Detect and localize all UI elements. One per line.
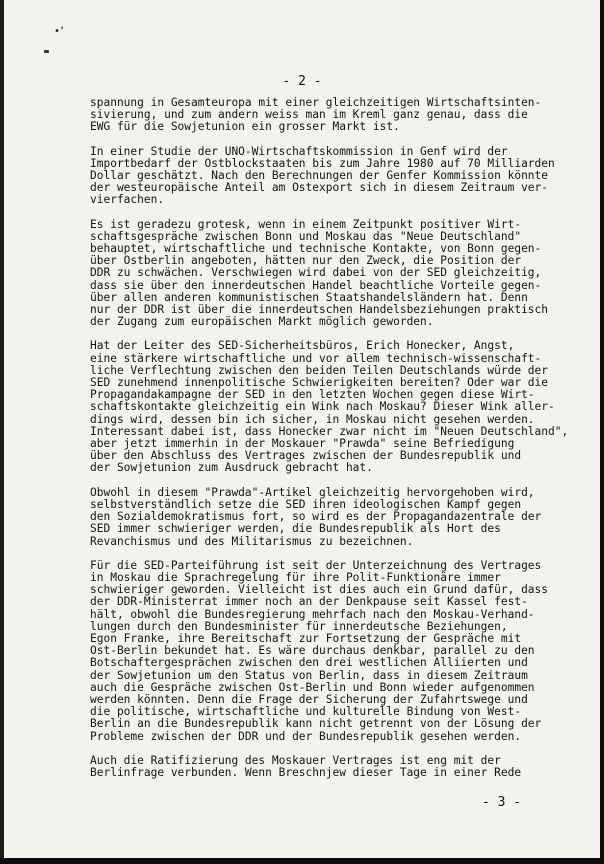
text-line: Interessant dabei ist, dass Honecker zwar nicht im "Neuen Deutschland", [90,424,569,438]
paragraph [90,219,560,329]
text-line: Botschaftergesprächen zwischen den drei westlichen Alliierten und [90,656,528,670]
paragraph [90,487,560,548]
text-line: der westeuropäische Anteil am Ostexport sich in diesem Zeitraum ver- [90,181,549,195]
next-page-marker: - 3 - [482,795,522,810]
text-line: aber jetzt immerhin in der Moskauer "Prawda" seine Befriedigung [90,437,515,451]
text-line: hält, obwohl die Bundesregierung mehrfach nach den Moskau-Verhand- [90,607,535,621]
text-line: in Moskau die Sprachregelung für ihre Polit-Funktionäre immer [90,570,501,584]
paragraph [90,146,560,207]
text-line: Dollar geschätzt. Nach den Berechnungen der Genfer Kommission könnte [90,169,549,183]
text-line: Ost-Berlin bekundet hat. Es wäre durchaus denkbar, parallel zu den [90,644,535,658]
text-line: dass sie über den innerdeutschen Handel beachtliche Vorteile gegen- [90,278,542,292]
text-line: Für die SED-Parteiführung ist seit der Unterzeichnung des Vertrages [90,558,542,572]
page-number: - 2 - [282,74,322,89]
text-line: behauptet, wirtschaftliche und technische Kontakte, von Bonn gegen- [90,242,542,256]
text-line: die politische, wirtschaftliche und kulturelle Bindung von West- [90,705,522,719]
text-line: lungen durch den Bundesminister für innerdeutsche Beziehungen, [90,619,508,633]
text-line: nur der DDR ist über die innerdeutschen Handelsbeziehungen praktisch [90,303,549,317]
text-line: spannung in Gesamteuropa mit einer gleichzeitigen Wirtschaftsinten- [90,96,542,109]
text-line: Hat der Leiter des SED-Sicherheitsbüros, Erich Honecker, Angst, [90,339,515,353]
text-line: über allen anderen kommunistischen Staatshandelsländern hat. Denn [90,290,528,304]
text-line: Auch die Ratifizierung des Moskauer Vertrages ist eng mit der [90,753,501,767]
paragraph [90,339,569,475]
text-line: der DDR-Ministerrat immer noch an der Denkpause seit Kassel fest- [90,595,528,609]
document-page [4,0,600,858]
text-line: der Zugang zum europäischen Markt möglich geworden. [90,315,434,329]
scan-border-right [600,0,604,864]
text-line: dings wird, dessen bin ich sicher, in Moskau nicht gesehen werden. [90,412,535,426]
text-line: den Sozialdemokratismus fort, so wird es der Propagandazentrale der [90,510,542,524]
text-line: DDR zu schwächen. Verschwiegen wird dabei von der SED gleichzeitig, [90,266,542,280]
paragraph [90,97,560,134]
scan-border-bottom [0,858,604,864]
text-line: In einer Studie der UNO-Wirtschaftskommission in Genf wird der [90,144,508,158]
text-line: eine stärkere wirtschaftliche und vor allem technisch-wissenschaft- [90,351,542,365]
text-line: SED zunehmend innenpolitische Schwierigkeiten bereiten? Oder war die [90,376,549,390]
text-line: Revanchismus und des Militarismus zu bezeichnen. [90,534,414,548]
text-line: Berlinfrage verbunden. Wenn Breschnjew dieser Tage in einer Rede [90,765,522,779]
text-line: Probleme zwischen der DDR und der Bundesrepublik gesehen werden. [90,729,522,743]
scan-artifact-dot [44,50,49,53]
text-line: Obwohl in diesem "Prawda"-Artikel gleichzeitig hervorgehoben wird, [90,485,535,499]
text-line: SED immer schwieriger werden, die Bundesrepublik als Hort des [90,522,501,536]
text-line: schwieriger geworden. Vielleicht ist dies auch ein Grund dafür, dass [90,583,549,597]
text-line: Importbedarf der Ostblockstaaten bis zum Jahre 1980 auf 70 Milliarden [90,156,555,170]
paragraph [90,755,560,779]
text-line: vierfachen. [90,193,165,207]
text-line: sivierung, und zum andern weiss man im Kreml ganz genau, dass die [90,108,528,122]
text-line: schaftskontakte gleichzeitig ein Wink nach Moskau? Dieser Wink aller- [90,400,555,414]
text-line: über Ostberlin angeboten, hätten nur den Zweck, die Position der [90,254,522,268]
text-line: schaftsgespräche zwischen Bonn und Moskau das "Neue Deutschland" [90,229,522,243]
text-line: Egon Franke, ihre Bereitschaft zur Fortsetzung der Gespräche mit [90,631,522,645]
text-line: EWG für die Sowjetunion ein grosser Markt ist. [90,120,400,134]
text-line: selbstverständlich setze die SED ihren ideologischen Kampf gegen [90,497,522,511]
text-line: der Sowjetunion um den Status von Berlin, dass in diesem Zeitraum [90,668,528,682]
text-line: der Sowjetunion zum Ausdruck gebracht hat. [90,461,373,475]
scan-artifact-mark: •’ [54,26,65,37]
text-line: über den Abschluss des Vertrages zwischen der Bundesrepublik und [90,449,522,463]
text-line: Propagandakampagne der SED in den letzten Wochen gegen diese Wirt- [90,388,535,402]
paragraph [90,560,560,743]
text-line: Berlin an die Bundesrepublik kann nicht getrennt von der Lösung der [90,717,542,731]
text-line: Es ist geradezu grotesk, wenn in einem Zeitpunkt positiver Wirt- [90,217,522,231]
text-line: auch die Gespräche zwischen Ost-Berlin und Bonn wieder aufgenommen [90,680,535,694]
body-text [90,96,569,791]
text-line: werden könnten. Denn die Frage der Sicherung der Zufahrtswege und [90,692,528,706]
text-line: liche Verflechtung zwischen den beiden Teilen Deutschlands würde der [90,363,549,377]
